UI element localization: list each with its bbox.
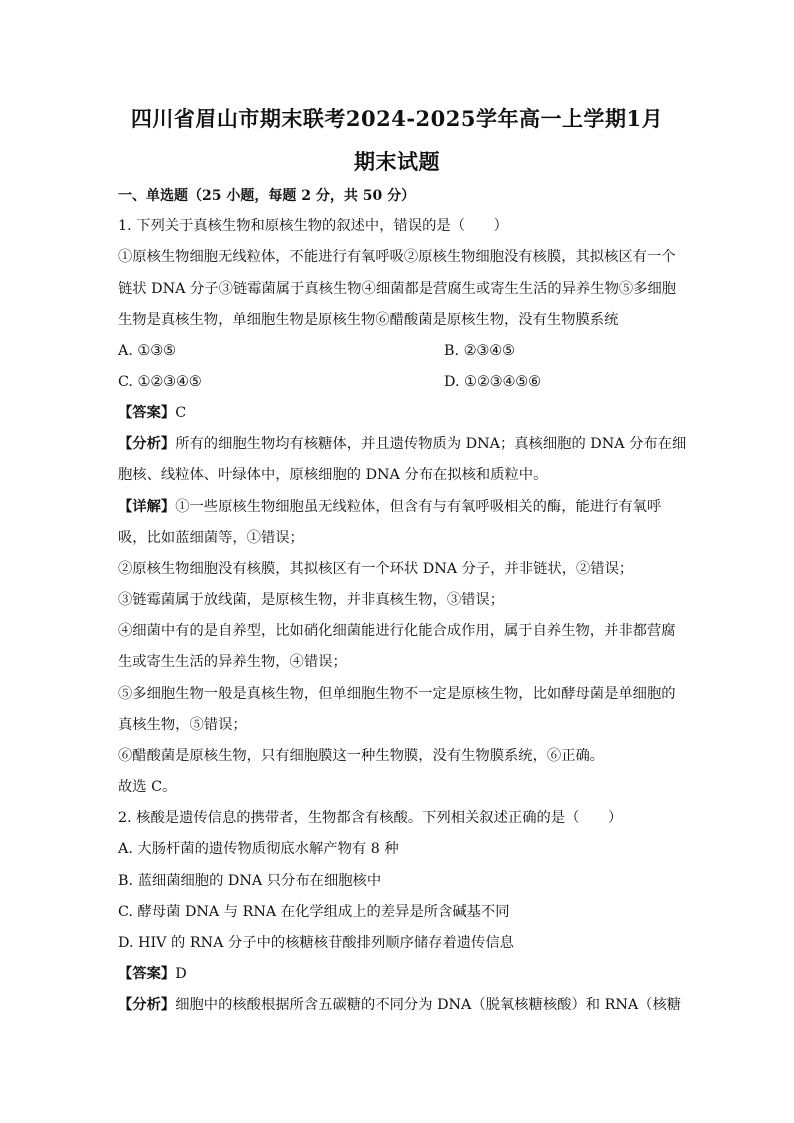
analysis-text: 所有的细胞生物均有核糖体，并且遗传物质为 DNA；真核细胞的 DNA 分布在细 <box>175 436 687 452</box>
q1-analysis-line: 胞核、线粒体、叶绿体中，原核细胞的 DNA 分布在拟核和质粒中。 <box>118 467 548 483</box>
detail-tag: 【详解】 <box>118 499 176 515</box>
q2-option-d: D. HIV 的 RNA 分子中的核糖核苷酸排列顺序储存着遗传信息 <box>118 935 514 951</box>
answer-value: D <box>175 966 187 982</box>
q1-detail-line: 吸，比如蓝细菌等，①错误； <box>118 530 304 546</box>
document-title-line1: 四川省眉山市期末联考2024-2025学年高一上学期1月 <box>130 106 664 131</box>
answer-tag: 【答案】 <box>118 405 176 421</box>
q1-statement-line: ①原核生物细胞无线粒体，不能进行有氧呼吸②原核生物细胞没有核膜，其拟核区有一个 <box>118 249 676 265</box>
document-title-line2: 期末试题 <box>354 149 440 174</box>
q1-stem: 1. 下列关于真核生物和原核生物的叙述中，错误的是（ ） <box>118 218 508 234</box>
answer-tag: 【答案】 <box>118 966 176 982</box>
q1-conclusion: 故选 C。 <box>118 779 177 795</box>
q1-option-c: C. ①②③④⑤ <box>118 374 202 390</box>
q1-analysis-line <box>118 434 687 454</box>
q1-detail-line <box>118 497 678 517</box>
q1-statement-line: 生物是真核生物，单细胞生物是原核生物⑥醋酸菌是原核生物，没有生物膜系统 <box>118 312 619 328</box>
q1-option-b: B. ②③④⑤ <box>444 343 515 359</box>
q2-analysis-line <box>118 995 682 1015</box>
q2-stem: 2. 核酸是遗传信息的携带者，生物都含有核酸。下列相关叙述正确的是（ ） <box>118 810 623 826</box>
section-heading: 一、单选题（25 小题，每题 2 分，共 50 分） <box>118 188 416 204</box>
q1-detail-line: 真核生物，⑤错误； <box>118 717 247 733</box>
q2-answer <box>118 964 678 984</box>
analysis-tag: 【分析】 <box>118 436 176 452</box>
q1-detail-line: ⑥醋酸菌是原核生物，只有细胞膜这一种生物膜，没有生物膜系统，⑥正确。 <box>118 748 605 764</box>
detail-text: ①一些原核生物细胞虽无线粒体，但含有与有氧呼吸相关的酶，能进行有氧呼 <box>175 499 662 515</box>
q1-detail-line: 生或寄生生活的异养生物，④错误； <box>118 654 347 670</box>
q2-option-a: A. 大肠杆菌的遗传物质彻底水解产物有 8 种 <box>118 841 399 857</box>
analysis-tag: 【分析】 <box>118 997 176 1013</box>
q1-option-a: A. ①③⑤ <box>118 343 176 359</box>
q1-detail-line: ⑤多细胞生物一般是真核生物，但单细胞生物不一定是原核生物，比如酵母菌是单细胞的 <box>118 686 676 702</box>
answer-value: C <box>175 405 187 421</box>
q1-statement-line: 链状 DNA 分子③链霉菌属于真核生物④细菌都是营腐生或寄生生活的异养生物⑤多细胞 <box>118 281 677 297</box>
q1-detail-line: ③链霉菌属于放线菌，是原核生物，并非真核生物，③错误； <box>118 592 505 608</box>
q1-option-d: D. ①②③④⑤⑥ <box>444 374 541 390</box>
analysis-text: 细胞中的核酸根据所含五碳糖的不同分为 DNA（脱氧核糖核酸）和 RNA（核糖 <box>175 997 682 1013</box>
q1-answer <box>118 403 678 423</box>
q2-option-b: B. 蓝细菌细胞的 DNA 只分布在细胞核中 <box>118 873 382 889</box>
q1-detail-line: ④细菌中有的是自养型，比如硝化细菌能进行化能合成作用，属于自养生物，并非都营腐 <box>118 623 676 639</box>
q2-option-c: C. 酵母菌 DNA 与 RNA 在化学组成上的差异是所含碱基不同 <box>118 904 510 920</box>
q1-detail-line: ②原核生物细胞没有核膜，其拟核区有一个环状 DNA 分子，并非链状，②错误； <box>118 561 634 577</box>
